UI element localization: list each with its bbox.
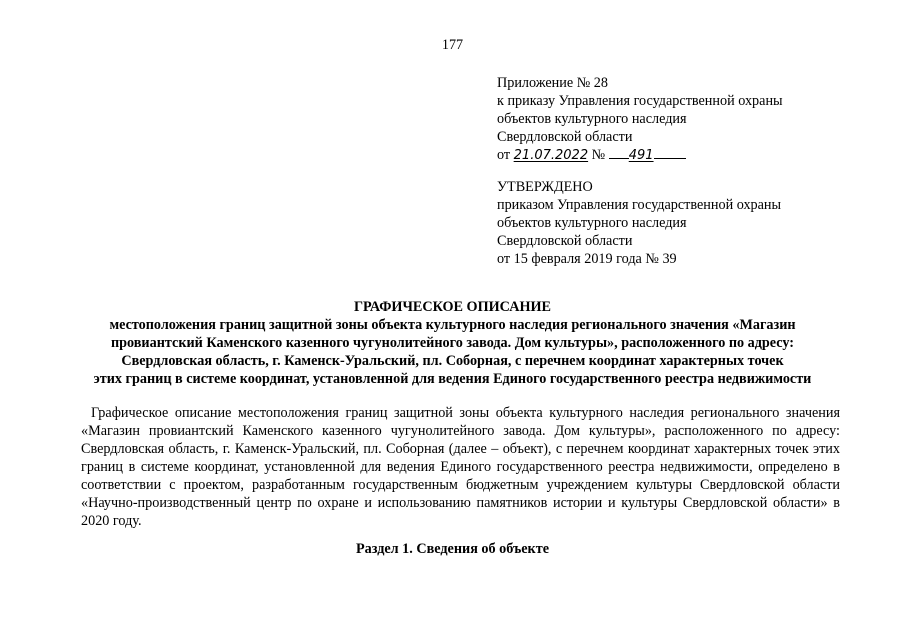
approval-heading: УТВЕРЖДЕНО xyxy=(497,179,593,195)
approval-line: Свердловской области xyxy=(497,233,633,249)
appendix-title: Приложение № 28 xyxy=(497,75,608,91)
title-heading: ГРАФИЧЕСКОЕ ОПИСАНИЕ xyxy=(354,299,551,315)
page-number: 177 xyxy=(441,37,464,53)
approval-block xyxy=(497,178,897,268)
blank-line xyxy=(654,146,686,159)
appendix-order-line: Свердловской области xyxy=(497,129,633,145)
handwritten-date: 21.07.2022 xyxy=(513,148,589,163)
intro-paragraph: Графическое описание местоположения границ защитной зоны объекта культурного наследия регионального значения «Магазин провиантский Каменского казенного чугунолитейного завода. Дом культуры», расположенного по адресу: Свердловская область, г. Каменск-Уральский, пл. Соборная (далее – объект), с перечнем координат характерных точек этих границ в системе координат, установленной для ведения Единого государственного реестра недвижимости, определено в соответствии с проектом, разработанным государственным бюджетным учреждением культуры Свердловской области «Научно-производственный центр по охране и использованию памятников истории и культуры Свердловской области» в 2020 году. xyxy=(81,405,840,529)
title-line: Свердловская область, г. Каменск-Уральский, пл. Соборная, с перечнем координат характерных точек xyxy=(121,353,784,369)
date-prefix: от xyxy=(497,147,511,163)
blank-line xyxy=(609,146,629,159)
title-line: этих границ в системе координат, установленной для ведения Единого государственного реестра недвижимости xyxy=(93,371,812,387)
title-line: местоположения границ защитной зоны объекта культурного наследия регионального значения «Магазин xyxy=(109,317,796,333)
number-label: № xyxy=(591,147,606,163)
appendix-order-line: объектов культурного наследия xyxy=(497,111,687,127)
approval-line: от 15 февраля 2019 года № 39 xyxy=(497,251,677,267)
appendix-order-line: к приказу Управления государственной охраны xyxy=(497,93,783,109)
document-title xyxy=(60,298,845,388)
handwritten-number: 491 xyxy=(628,148,654,163)
section-heading: Раздел 1. Сведения об объекте xyxy=(355,541,549,557)
appendix-date-line xyxy=(497,146,897,165)
approval-line: приказом Управления государственной охраны xyxy=(497,197,782,213)
approval-line: объектов культурного наследия xyxy=(497,215,687,231)
appendix-block xyxy=(497,74,897,165)
title-line: провиантский Каменского казенного чугунолитейного завода. Дом культуры», расположенного по адресу: xyxy=(110,335,795,351)
